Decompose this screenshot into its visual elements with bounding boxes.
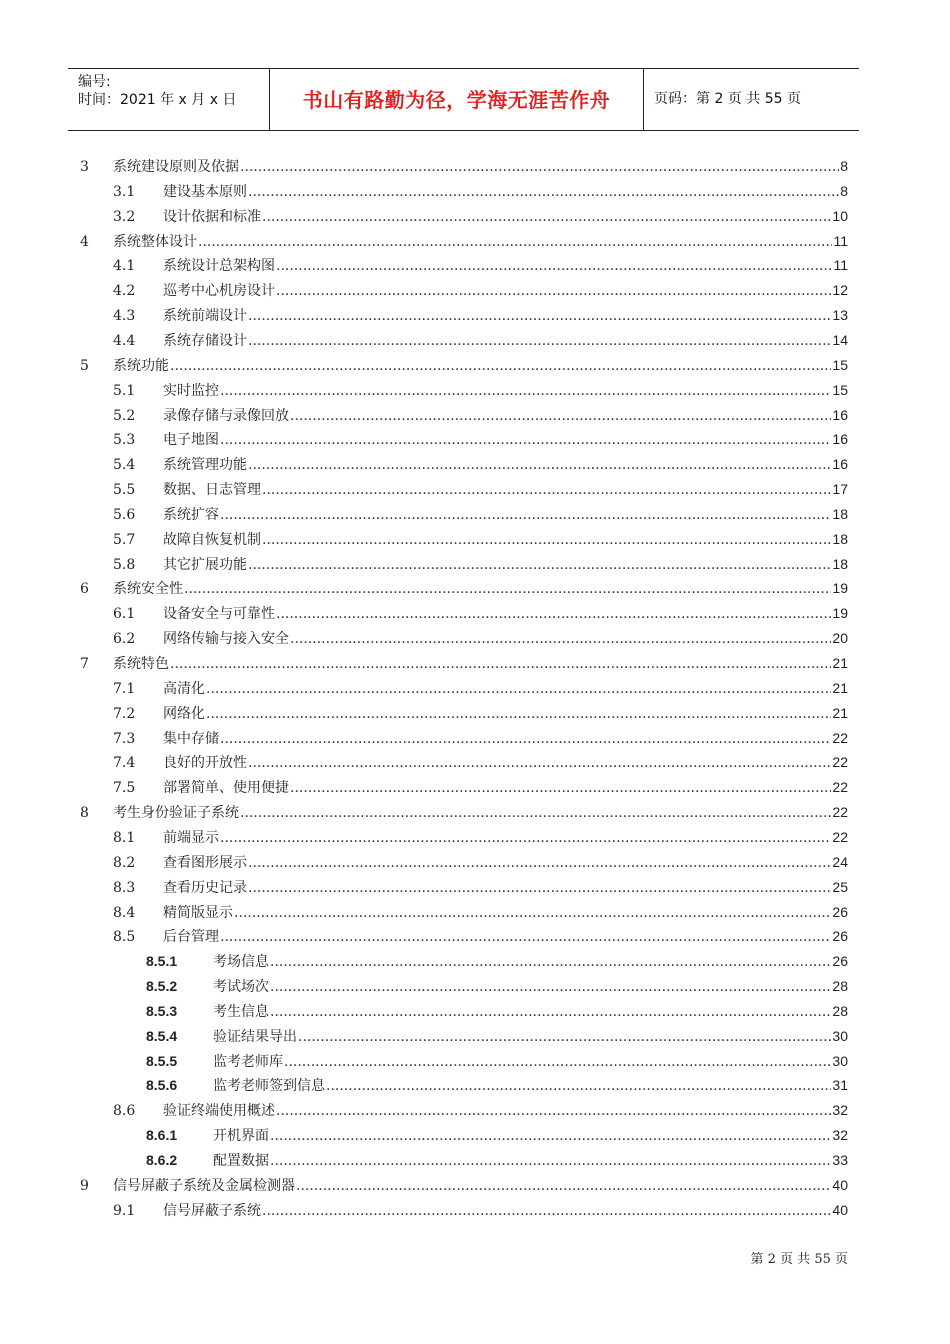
- toc-entry-title: 其它扩展功能: [163, 556, 247, 573]
- toc-entry[interactable]: [113, 280, 848, 300]
- toc-entry-title: 考试场次: [213, 979, 269, 996]
- toc-entry-title: 电子地图: [163, 432, 219, 449]
- toc-dot-leader: [276, 258, 832, 274]
- toc-entry-page: 33: [832, 1152, 848, 1168]
- toc-dot-leader: [220, 830, 831, 846]
- toc-entry-number: 8.5.3: [146, 1002, 178, 1019]
- toc-entry-title: 系统管理功能: [163, 457, 247, 474]
- toc-entry[interactable]: [113, 1200, 848, 1220]
- toc-entry-title: 集中存储: [163, 730, 219, 747]
- toc-dot-leader: [276, 283, 831, 299]
- toc-entry[interactable]: [113, 206, 848, 226]
- toc-entry[interactable]: [80, 802, 848, 822]
- toc-entry[interactable]: [113, 255, 848, 275]
- toc-entry-page: 22: [832, 754, 848, 771]
- toc-entry-page: 21: [832, 655, 848, 671]
- toc-entry-number: 7.4: [113, 755, 136, 772]
- toc-entry-title: 前端显示: [163, 829, 219, 846]
- toc-entry-number: 8.3: [113, 879, 136, 896]
- toc-entry-title: 故障自恢复机制: [163, 531, 261, 548]
- toc-entry-title: 系统扩容: [163, 506, 219, 523]
- toc-dot-leader: [248, 855, 831, 871]
- toc-entry-number: 8: [80, 805, 89, 822]
- toc-entry-title: 后台管理: [163, 929, 219, 946]
- page-footer: 第 2 页 共 55 页: [750, 1252, 848, 1267]
- toc-entry-number: 9: [80, 1177, 89, 1194]
- toc-entry[interactable]: [146, 1026, 848, 1046]
- toc-entry-page: 22: [832, 804, 848, 821]
- toc-entry-page: 19: [832, 580, 848, 597]
- toc-entry-title: 系统存储设计: [163, 332, 247, 349]
- toc-entry[interactable]: [80, 156, 848, 176]
- toc-dot-leader: [270, 954, 831, 970]
- toc-dot-leader: [240, 159, 839, 175]
- toc-entry[interactable]: [113, 603, 848, 623]
- toc-dot-leader: [220, 507, 831, 523]
- toc-entry-title: 高清化: [163, 680, 205, 697]
- toc-dot-leader: [290, 408, 831, 424]
- toc-entry[interactable]: [113, 305, 848, 325]
- toc-entry-title: 系统特色: [113, 656, 169, 672]
- toc-dot-leader: [240, 805, 831, 821]
- toc-entry-page: 10: [832, 207, 848, 224]
- toc-entry-page: 26: [832, 903, 848, 920]
- toc-dot-leader: [262, 209, 831, 225]
- toc-entry-page: 8: [840, 182, 848, 199]
- toc-entry-page: 11: [833, 232, 848, 249]
- toc-entry-title: 录像存储与录像回放: [163, 407, 289, 424]
- toc-entry[interactable]: [80, 1175, 848, 1195]
- toc-entry-title: 信号屏蔽子系统及金属检测器: [113, 1177, 295, 1194]
- toc-dot-leader: [248, 880, 831, 896]
- toc-entry-number: 7.2: [113, 705, 136, 722]
- toc-dot-leader: [298, 1029, 831, 1045]
- toc-dot-leader: [270, 1153, 831, 1169]
- toc-dot-leader: [220, 731, 831, 747]
- toc-entry-page: 31: [832, 1077, 848, 1094]
- header-page-cell: [644, 67, 859, 128]
- toc-entry-page: 40: [832, 1176, 848, 1193]
- toc-dot-leader: [290, 631, 831, 647]
- toc-entry-page: 20: [832, 630, 848, 647]
- toc-entry-number: 8.6: [113, 1103, 136, 1120]
- toc-entry-title: 查看图形展示: [163, 854, 247, 871]
- toc-entry-number: 8.6.1: [146, 1127, 178, 1144]
- toc-entry-number: 5.5: [113, 482, 136, 499]
- toc-entry[interactable]: [80, 653, 848, 673]
- toc-entry[interactable]: [113, 479, 848, 499]
- toc-entry-title: 系统整体设计: [113, 233, 197, 250]
- toc-entry-page: 16: [832, 456, 848, 473]
- toc-entry-title: 设备安全与可靠性: [163, 606, 275, 623]
- toc-entry-page: 8: [840, 158, 848, 174]
- toc-entry-number: 7: [80, 656, 89, 672]
- toc-dot-leader: [276, 606, 831, 622]
- toc-entry[interactable]: [113, 454, 848, 474]
- toc-entry-title: 系统前端设计: [163, 308, 247, 325]
- toc-entry-title: 开机界面: [213, 1128, 269, 1145]
- doc-time-label: 时间：2021 年 x 月 x 日: [78, 92, 237, 108]
- toc-entry-number: 5.1: [113, 382, 136, 399]
- toc-dot-leader: [262, 532, 831, 548]
- toc-entry-page: 17: [832, 481, 848, 498]
- toc-entry[interactable]: [113, 529, 848, 549]
- toc-entry-title: 考生信息: [213, 1003, 269, 1020]
- toc-entry[interactable]: [146, 1051, 848, 1071]
- toc-entry-title: 考生身份验证子系统: [113, 805, 239, 822]
- toc-dot-leader: [270, 1128, 831, 1144]
- toc-entry[interactable]: [113, 852, 848, 872]
- toc-entry-number: 5.8: [113, 556, 136, 573]
- doc-code-label: 编号:: [78, 74, 111, 90]
- toc-dot-leader: [248, 333, 831, 349]
- toc-entry-page: 19: [832, 605, 848, 622]
- toc-entry-number: 8.1: [113, 829, 136, 846]
- toc-dot-leader: [248, 457, 831, 473]
- toc-entry-title: 系统设计总架构图: [163, 258, 275, 275]
- toc-entry-page: 15: [832, 381, 848, 398]
- toc-entry[interactable]: [146, 1075, 848, 1095]
- toc-dot-leader: [220, 383, 831, 399]
- toc-entry-page: 28: [832, 978, 848, 995]
- toc-entry-page: 22: [832, 729, 848, 746]
- toc-entry-number: 8.5.1: [146, 953, 178, 970]
- toc-entry[interactable]: [146, 1125, 848, 1145]
- toc-entry-page: 18: [832, 530, 848, 547]
- toc-entry-number: 5.2: [113, 407, 136, 424]
- toc-entry-page: 26: [832, 953, 848, 970]
- toc-entry-title: 实时监控: [163, 382, 219, 399]
- toc-entry-title: 监考老师签到信息: [213, 1078, 325, 1095]
- toc-entry[interactable]: [113, 728, 848, 748]
- toc-dot-leader: [248, 184, 839, 200]
- toc-dot-leader: [220, 929, 831, 945]
- toc-entry-number: 6.2: [113, 631, 136, 648]
- toc-dot-leader: [170, 358, 831, 374]
- toc-entry-title: 设计依据和标准: [163, 208, 261, 225]
- toc-dot-leader: [198, 234, 832, 250]
- header-motto-cell: [270, 69, 644, 130]
- toc-entry-number: 5.4: [113, 457, 136, 474]
- toc-entry[interactable]: [113, 380, 848, 400]
- toc-entry[interactable]: [146, 1150, 848, 1170]
- toc-entry-title: 验证终端使用概述: [163, 1103, 275, 1120]
- toc-dot-leader: [270, 1004, 831, 1020]
- toc-entry-number: 5.7: [113, 531, 136, 548]
- toc-entry-title: 信号屏蔽子系统: [163, 1202, 261, 1219]
- toc-entry-page: 18: [832, 505, 848, 522]
- header-motto: 书山有路勤为径，学海无涯苦作舟: [302, 88, 611, 112]
- toc-dot-leader: [170, 656, 831, 672]
- toc-entry-number: 8.6.2: [146, 1152, 178, 1168]
- toc-dot-leader: [206, 706, 831, 722]
- toc-entry-title: 数据、日志管理: [163, 482, 261, 499]
- toc-entry-number: 7.3: [113, 730, 136, 747]
- toc-entry[interactable]: [113, 902, 848, 922]
- header-page-label: 页码：第 2 页 共 55 页: [654, 90, 801, 107]
- toc-entry[interactable]: [113, 330, 848, 350]
- toc-entry-page: 15: [832, 356, 848, 373]
- toc-dot-leader: [270, 979, 831, 995]
- toc-entry-title: 巡考中心机房设计: [163, 283, 275, 300]
- toc-entry-number: 3.1: [113, 183, 136, 200]
- toc-entry-title: 查看历史记录: [163, 879, 247, 896]
- toc-entry-title: 建设基本原则: [163, 183, 247, 200]
- toc-entry-number: 4.2: [113, 283, 136, 300]
- toc-entry-page: 40: [832, 1201, 848, 1218]
- toc-entry-page: 30: [832, 1027, 848, 1044]
- toc-entry-title: 系统安全性: [113, 581, 183, 598]
- toc-entry-number: 8.5.6: [146, 1077, 178, 1094]
- toc-entry[interactable]: [113, 554, 848, 574]
- toc-dot-leader: [296, 1178, 831, 1194]
- toc-entry-page: 18: [832, 555, 848, 572]
- toc-entry-page: 21: [832, 679, 848, 696]
- toc-entry-number: 8.5: [113, 929, 136, 946]
- toc-entry-number: 8.5.4: [146, 1027, 178, 1044]
- toc-dot-leader: [248, 308, 831, 324]
- toc-entry[interactable]: [146, 951, 848, 971]
- toc-entry-page: 11: [833, 257, 848, 274]
- toc-entry[interactable]: [113, 181, 848, 201]
- toc-entry-page: 12: [832, 282, 848, 299]
- toc-entry-number: 3.2: [113, 208, 136, 225]
- toc-entry-title: 考场信息: [213, 954, 269, 971]
- toc-dot-leader: [220, 432, 831, 448]
- toc-entry-title: 系统功能: [113, 357, 169, 374]
- toc-entry-page: 21: [832, 704, 848, 721]
- toc-entry-page: 24: [832, 853, 848, 870]
- toc-entry-title: 良好的开放性: [163, 755, 247, 772]
- toc-entry-number: 8.5.5: [146, 1052, 178, 1069]
- toc-dot-leader: [184, 581, 831, 597]
- toc-entry-number: 3: [80, 159, 89, 175]
- toc-entry-page: 13: [832, 307, 848, 324]
- toc-entry-page: 22: [832, 779, 848, 796]
- toc-entry-title: 监考老师库: [213, 1053, 283, 1070]
- toc-entry-number: 4.1: [113, 258, 136, 275]
- toc-entry-number: 7.1: [113, 680, 136, 697]
- toc-entry-page: 26: [832, 928, 848, 945]
- toc-entry[interactable]: [113, 926, 848, 946]
- toc-entry-number: 7.5: [113, 780, 136, 797]
- toc-dot-leader: [262, 1203, 831, 1219]
- toc-entry-page: 14: [832, 331, 848, 348]
- toc-entry-page: 25: [832, 878, 848, 895]
- toc-entry-page: 22: [832, 828, 848, 845]
- toc-entry-number: 6: [80, 581, 89, 598]
- toc-entry[interactable]: [113, 628, 848, 648]
- toc-entry-page: 32: [832, 1127, 848, 1144]
- toc-entry-title: 配置数据: [213, 1153, 269, 1169]
- toc-entry[interactable]: [113, 1100, 848, 1120]
- toc-entry-number: 4: [80, 233, 89, 250]
- toc-entry-title: 验证结果导出: [213, 1028, 297, 1045]
- toc-entry-number: 8.5.2: [146, 978, 178, 995]
- toc-entry[interactable]: [113, 777, 848, 797]
- toc-dot-leader: [234, 905, 831, 921]
- toc-entry[interactable]: [80, 578, 848, 598]
- toc-entry[interactable]: [80, 355, 848, 375]
- toc-entry-page: 32: [832, 1102, 848, 1119]
- toc-entry-number: 5: [80, 357, 89, 374]
- toc-dot-leader: [290, 780, 831, 796]
- toc-entry-page: 30: [832, 1052, 848, 1069]
- toc-entry-number: 8.4: [113, 904, 136, 921]
- toc-entry[interactable]: [113, 405, 848, 425]
- toc-dot-leader: [248, 557, 831, 573]
- toc-entry-title: 精简版显示: [163, 904, 233, 921]
- toc-entry-title: 系统建设原则及依据: [113, 159, 239, 175]
- toc-entry-title: 部署简单、使用便捷: [163, 780, 289, 797]
- toc-entry[interactable]: [113, 504, 848, 524]
- toc-entry[interactable]: [113, 703, 848, 723]
- toc-entry-number: 5.3: [113, 432, 136, 449]
- toc-entry[interactable]: [146, 1001, 848, 1021]
- toc-entry-number: 5.6: [113, 506, 136, 523]
- toc-dot-leader: [276, 1103, 831, 1119]
- toc-entry-number: 8.2: [113, 854, 136, 871]
- toc-dot-leader: [284, 1054, 831, 1070]
- toc-entry[interactable]: [80, 231, 848, 251]
- toc-entry-number: 6.1: [113, 606, 136, 623]
- toc-entry-title: 网络传输与接入安全: [163, 631, 289, 648]
- toc-dot-leader: [248, 755, 831, 771]
- toc-dot-leader: [326, 1078, 831, 1094]
- toc-entry-page: 28: [832, 1002, 848, 1019]
- page-header: [68, 68, 859, 131]
- toc-entry[interactable]: [113, 429, 848, 449]
- toc-entry-number: 4.4: [113, 332, 136, 349]
- toc-entry[interactable]: [146, 976, 848, 996]
- toc-entry-page: 16: [832, 406, 848, 423]
- toc-dot-leader: [262, 482, 831, 498]
- toc-entry[interactable]: [113, 678, 848, 698]
- toc-entry[interactable]: [113, 752, 848, 772]
- toc-entry[interactable]: [113, 877, 848, 897]
- header-info-cell: [68, 69, 270, 130]
- toc-entry-page: 16: [832, 431, 848, 448]
- toc-dot-leader: [206, 681, 831, 697]
- toc-entry[interactable]: [113, 827, 848, 847]
- toc-entry-title: 网络化: [163, 705, 205, 722]
- toc-entry-number: 4.3: [113, 308, 136, 325]
- toc-entry-number: 9.1: [113, 1202, 136, 1219]
